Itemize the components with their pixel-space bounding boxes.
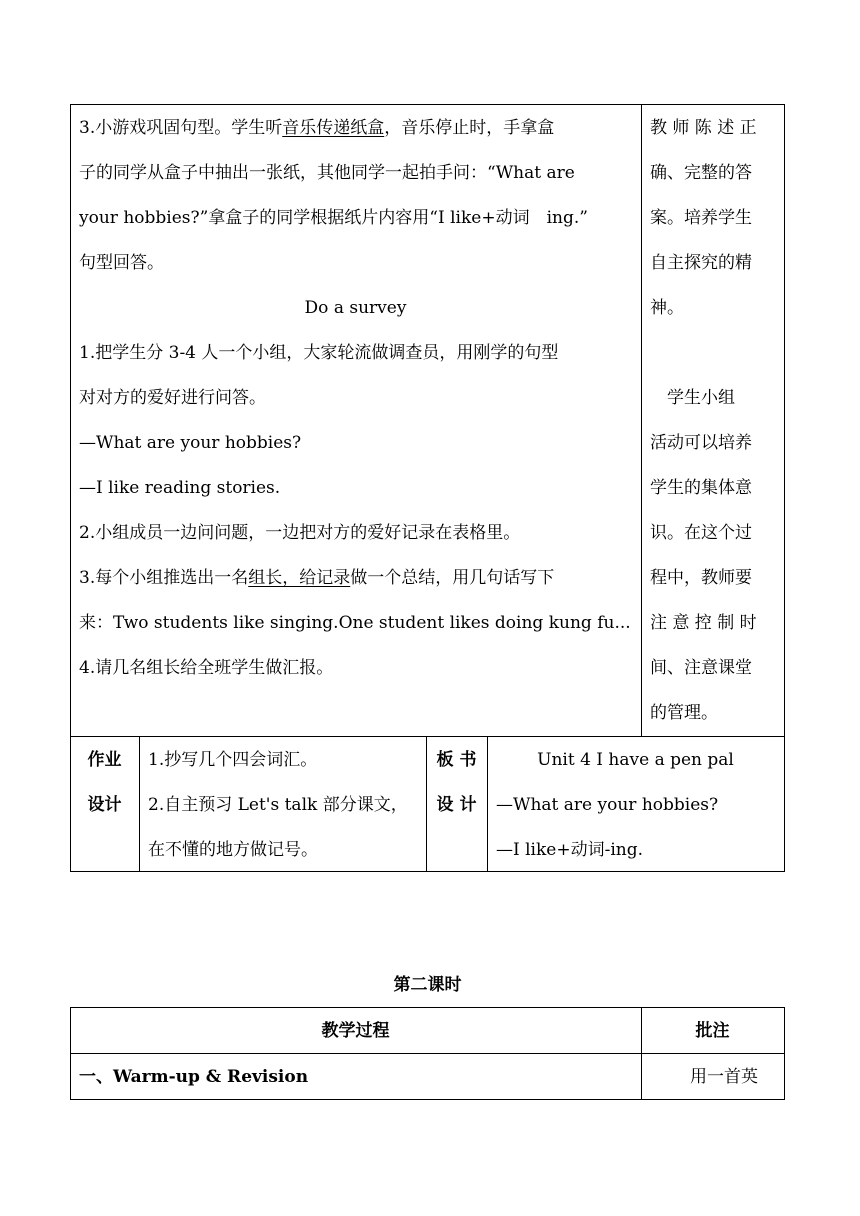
table1-mid-border <box>70 736 785 737</box>
table1-bottom-border <box>70 871 785 872</box>
homework-label-divider <box>139 736 140 871</box>
note-line: 的管理。 <box>650 703 718 723</box>
header-notes: 批注 <box>695 1021 730 1041</box>
game-line-1: 3.小游戏巩固句型。学生听音乐传递纸盒，音乐停止时，手拿盒 <box>79 118 555 138</box>
note-line: 注 意 控 制 时 <box>650 613 757 633</box>
survey-line-5: 2.小组成员一边问问题，一边把对方的爱好记录在表格里。 <box>79 523 521 543</box>
note-line: 识。在这个过 <box>650 523 752 543</box>
survey-line-1: 1.把学生分 3-4 人一个小组，大家轮流做调查员，用刚学的句型 <box>79 343 559 363</box>
table2-bottom-border <box>70 1099 785 1100</box>
board-line: —I like+动词-ing. <box>496 840 644 860</box>
homework-item: 1.抄写几个四会词汇。 <box>148 750 318 770</box>
note-line: 学生的集体意 <box>650 478 752 498</box>
note-line: 间、注意课堂 <box>650 658 752 678</box>
survey-line-6: 3.每个小组推选出一名组长，给记录做一个总结，用几句话写下 <box>79 568 555 588</box>
table1-top-border <box>70 104 785 105</box>
note-line: 学生小组 <box>650 388 735 408</box>
game-line-2: 子的同学从盒子中抽出一张纸，其他同学一起拍手问：“What are <box>79 163 575 183</box>
underlined-phrase: 音乐传递纸盒 <box>282 118 385 138</box>
survey-line-7: 来：Two students like singing.One student likes doing kung fu... <box>79 613 631 633</box>
game-line-4: 句型回答。 <box>79 253 164 273</box>
survey-line-2: 对对方的爱好进行问答。 <box>79 388 266 408</box>
section-warm-up: 一、Warm-up & Revision <box>79 1067 309 1087</box>
survey-line-8: 4.请几名组长给全班学生做汇报。 <box>79 658 334 678</box>
table2-top-border <box>70 1007 785 1008</box>
survey-title: Do a survey <box>304 298 407 318</box>
note-line: 确、完整的答 <box>650 163 752 183</box>
underlined-phrase: 组长，给记录 <box>248 568 351 588</box>
board-label: 板 书 <box>436 750 477 770</box>
note-line: 神。 <box>650 298 684 318</box>
table2-header-border <box>70 1053 785 1054</box>
table1-right-border <box>784 104 785 872</box>
note-line: 程中，教师要 <box>650 568 752 588</box>
note-line: 用一首英 <box>690 1067 758 1087</box>
note-line: 自主探究的精 <box>650 253 752 273</box>
board-label: 设 计 <box>436 795 477 815</box>
homework-label: 作业 <box>87 750 122 770</box>
homework-item: 2.自主预习 Let's talk 部分课文， <box>148 795 408 815</box>
board-line: —What are your hobbies? <box>496 795 719 815</box>
survey-line-3: —What are your hobbies? <box>79 433 302 453</box>
note-line: 案。培养学生 <box>650 208 752 228</box>
survey-line-4: —I like reading stories. <box>79 478 281 498</box>
note-line: 活动可以培养 <box>650 433 752 453</box>
table1-notes-divider <box>641 104 642 736</box>
lesson2-title: 第二课时 <box>393 975 462 995</box>
homework-label: 设计 <box>87 795 122 815</box>
header-process: 教学过程 <box>321 1021 390 1041</box>
table2-right-border <box>784 1007 785 1100</box>
note-line: 教 师 陈 述 正 <box>650 118 757 138</box>
game-line-3: your hobbies?”拿盒子的同学根据纸片内容用“I like+动词 ing.” <box>79 208 588 228</box>
homework-item: 在不懂的地方做记号。 <box>148 840 318 860</box>
board-title: Unit 4 I have a pen pal <box>537 750 734 770</box>
